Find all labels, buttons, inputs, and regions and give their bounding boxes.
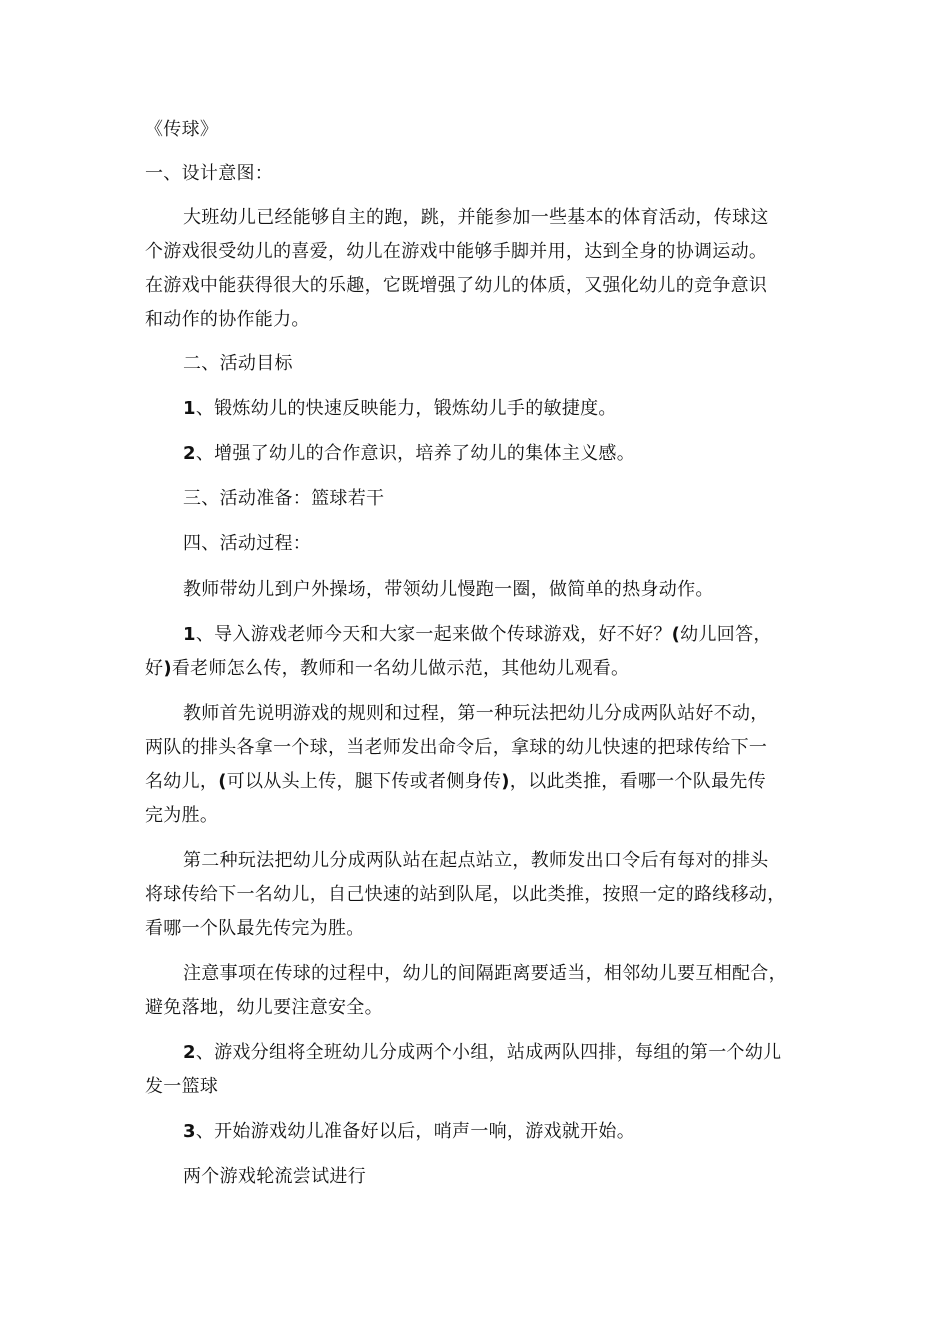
goal-number: 2: [183, 443, 196, 464]
step3-text: 、开始游戏幼儿准备好以后，哨声一响，游戏就开始。: [195, 1121, 636, 1142]
rules-line: 教师首先说明游戏的规则和过程，第一种玩法把幼儿分成两队站好不动，: [183, 703, 769, 724]
step3-line: [183, 1120, 635, 1144]
rules-text: 名幼儿，: [145, 771, 219, 792]
step1-text: 、导入游戏老师今天和大家一起来做个传球游戏，好不好？: [195, 624, 672, 645]
intro-line: 个游戏很受幼儿的喜爱，幼儿在游戏中能够手脚并用，达到全身的协调运动。: [145, 241, 768, 262]
goal-number: 1: [183, 398, 196, 419]
intro-line: 和动作的协作能力。: [145, 309, 310, 330]
step-number: 1: [183, 624, 196, 645]
rules-line: 完为胜。: [145, 805, 219, 826]
section-heading-preparation: 三、活动准备：篮球若干: [183, 488, 385, 509]
notes-line: 注意事项在传球的过程中，幼儿的间隔距离要适当，相邻幼儿要互相配合，: [183, 963, 787, 984]
rules-line: 两队的排头各拿一个球，当老师发出命令后，拿球的幼儿快速的把球传给下一: [145, 737, 768, 758]
goal-item: [183, 442, 635, 466]
step1-answer: 好: [145, 658, 164, 679]
step1-line: [183, 623, 772, 647]
warmup-paragraph: 教师带幼儿到户外操场，带领幼儿慢跑一圈，做简单的热身动作。: [183, 579, 714, 600]
step2-line: [183, 1041, 781, 1065]
step1-text: 看老师怎么传，教师和一名幼儿做示范，其他幼儿观看。: [171, 658, 630, 679]
step-number: 3: [183, 1121, 196, 1142]
document-title: 《传球》: [145, 119, 219, 140]
method2-line: 第二种玩法把幼儿分成两队站在起点站立，教师发出口令后有每对的排头: [183, 850, 769, 871]
notes-line: 避免落地，幼儿要注意安全。: [145, 997, 383, 1018]
open-paren: (: [671, 624, 681, 645]
close-paren: ): [501, 771, 510, 792]
open-paren: (: [218, 771, 227, 792]
rules-text: ，以此类推，看哪一个队最先传: [509, 771, 766, 792]
step1-tail: 幼儿回答，: [680, 624, 772, 645]
method2-line: 看哪一个队最先传完为胜。: [145, 918, 365, 939]
rules-text: 可以从头上传，腿下传或者侧身传: [226, 771, 502, 792]
step2-line: 发一篮球: [145, 1076, 219, 1097]
section-heading-process: 四、活动过程：: [183, 533, 312, 554]
closing-line: 两个游戏轮流尝试进行: [183, 1166, 366, 1187]
rules-line: [145, 770, 766, 794]
goal-text: 、增强了幼儿的合作意识，培养了幼儿的集体主义感。: [195, 443, 636, 464]
intro-line: 在游戏中能获得很大的乐趣，它既增强了幼儿的体质，又强化幼儿的竞争意识: [145, 275, 768, 296]
step-number: 2: [183, 1042, 196, 1063]
method2-line: 将球传给下一名幼儿，自己快速的站到队尾，以此类推，按照一定的路线移动，: [145, 884, 786, 905]
goal-text: 、锻炼幼儿的快速反映能力，锻炼幼儿手的敏捷度。: [195, 398, 617, 419]
step2-text: 、游戏分组将全班幼儿分成两个小组，站成两队四排，每组的第一个幼儿: [195, 1042, 782, 1063]
section-heading-goals: 二、活动目标: [183, 353, 293, 374]
section-heading-design-intent: 一、设计意图：: [145, 163, 274, 184]
goal-item: [183, 397, 617, 421]
close-paren: ): [163, 658, 172, 679]
intro-line: 大班幼儿已经能够自主的跑，跳，并能参加一些基本的体育活动，传球这: [183, 207, 769, 228]
step1-line: [145, 657, 629, 681]
